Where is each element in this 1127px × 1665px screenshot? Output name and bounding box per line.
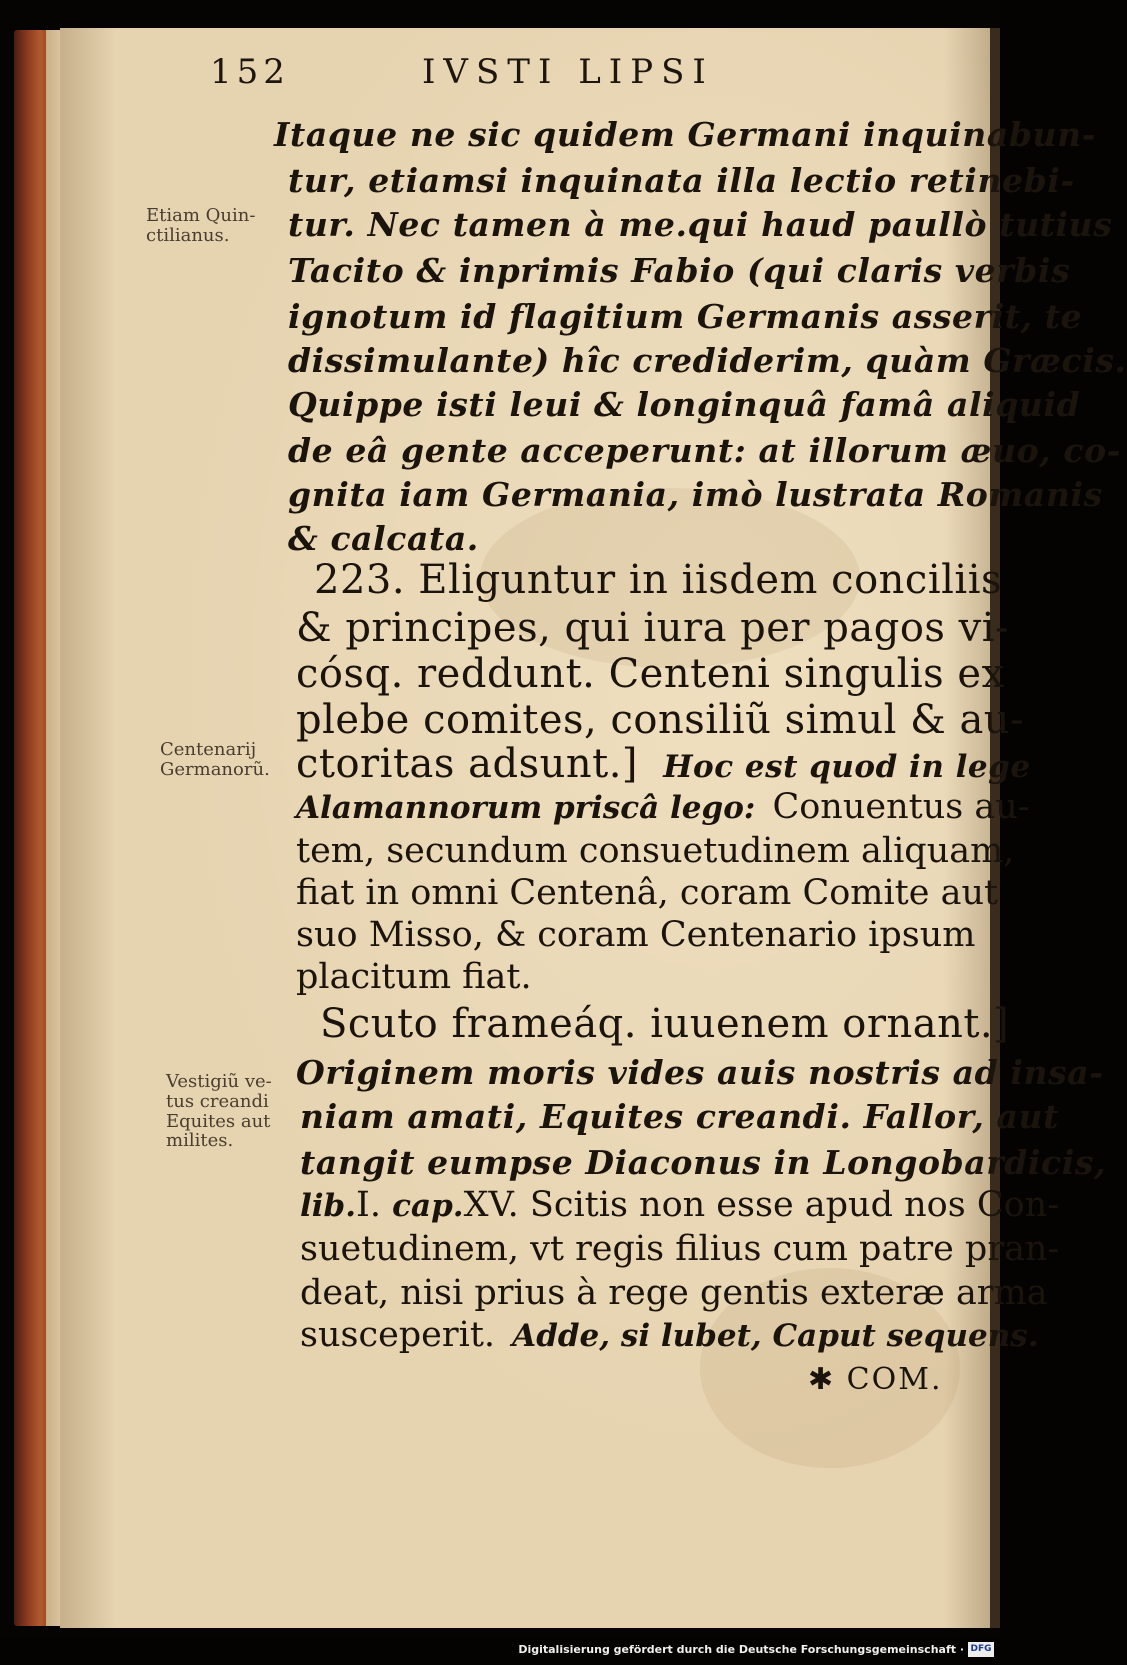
text-line: & calcata.	[288, 519, 479, 558]
footer-bar	[0, 1638, 1000, 1665]
dfg-logo: DFG	[968, 1642, 994, 1657]
text-line: Tacito & inprimis Fabio (qui claris verbis	[288, 251, 1071, 290]
text-line: tangit eumpse Diaconus in Longobardicis,	[300, 1143, 1107, 1182]
marginal-note-1	[146, 206, 255, 246]
running-head	[210, 52, 910, 102]
text-line: suo Misso, & coram Centenario ipsum	[296, 915, 976, 955]
marginal-line: Germanorũ.	[160, 758, 270, 780]
lemma-line: Scuto frameáq. iuuenem ornant.]	[320, 1001, 1010, 1047]
text-line: deat, nisi prius à rege gentis exteræ arma	[300, 1273, 1048, 1313]
text-line: fiat in omni Centenâ, coram Comite aut	[296, 873, 999, 913]
commentary-start: Hoc est quod in lege	[663, 749, 1031, 785]
text-line	[296, 787, 1030, 827]
lemma-line: 223. Eliguntur in iisdem conciliis	[314, 557, 1003, 603]
text-line: Itaque ne sic quidem Germani inquinabun-	[274, 115, 1097, 154]
text-line: gnita iam Germania, imò lustrata Romanis	[288, 475, 1103, 514]
italic-note: Adde, si lubet, Caput sequens.	[512, 1318, 1039, 1354]
marginal-line: tus creandi	[166, 1090, 269, 1112]
lemma-line: plebe comites, consiliũ simul & au-	[296, 697, 1025, 743]
quoted-law: Conuentus au-	[772, 787, 1030, 827]
ref-cap: cap.	[392, 1188, 464, 1224]
marginal-line: Equites aut	[166, 1110, 271, 1132]
text-line: tur. Nec tamen à me.qui haud paullò tutius	[288, 205, 1113, 244]
quoted-text-end: susceperit.	[300, 1315, 496, 1355]
text-line	[300, 1315, 1039, 1355]
ref-num: XV.	[463, 1185, 519, 1225]
italic-source: Alamannorum priscâ lego:	[296, 790, 756, 826]
text-line: ignotum id flagitium Germanis asserit, te	[288, 297, 1083, 336]
footer-credit: Digitalisierung gefördert durch die Deutsche Forschungsgemeinschaft ·	[518, 1643, 964, 1656]
lemma-end: ctoritas adsunt.]	[296, 741, 639, 787]
catchword: ✱ COM.	[808, 1362, 943, 1397]
page-number: 152	[210, 52, 290, 92]
marginal-line: Vestigiũ ve-	[166, 1071, 272, 1092]
text-line: de eâ gente acceperunt: at illorum æuo, co-	[288, 431, 1121, 470]
text-line: tem, secundum consuetudinem aliquam,	[296, 831, 1015, 871]
text-line: placitum fiat.	[296, 957, 532, 997]
lemma-line	[296, 741, 1031, 787]
text-line: tur, etiamsi inquinata illa lectio retinebi-	[288, 161, 1075, 200]
text-line: dissimulante) hîc crediderim, quàm Græcis.	[288, 341, 1127, 380]
running-title: IVSTI LIPSI	[422, 52, 714, 92]
marginal-note-2	[160, 740, 270, 780]
text-line: Quippe isti leui & longinquâ famâ aliquid	[288, 385, 1081, 424]
marginal-line: milites.	[166, 1130, 234, 1152]
text-line	[300, 1185, 1060, 1225]
ref-num: I.	[356, 1185, 381, 1225]
text-line: niam amati, Equites creandi. Fallor, aut	[300, 1097, 1059, 1136]
marginal-line: Etiam Quin-	[146, 205, 256, 226]
marginal-line: Centenarij	[160, 739, 257, 760]
text-line: Originem moris vides auis nostris ad insa-	[296, 1053, 1104, 1092]
marginal-line: ctilianus.	[146, 224, 230, 246]
ref-lib: lib.	[300, 1188, 357, 1224]
marginal-note-3	[166, 1072, 272, 1151]
quoted-text: Scitis non esse apud nos Con-	[529, 1185, 1060, 1225]
lemma-line: cósq. reddunt. Centeni singulis ex	[296, 651, 1005, 697]
text-line: suetudinem, vt regis filius cum patre pran-	[300, 1229, 1060, 1269]
lemma-line: & principes, qui iura per pagos vi-	[296, 605, 1010, 651]
